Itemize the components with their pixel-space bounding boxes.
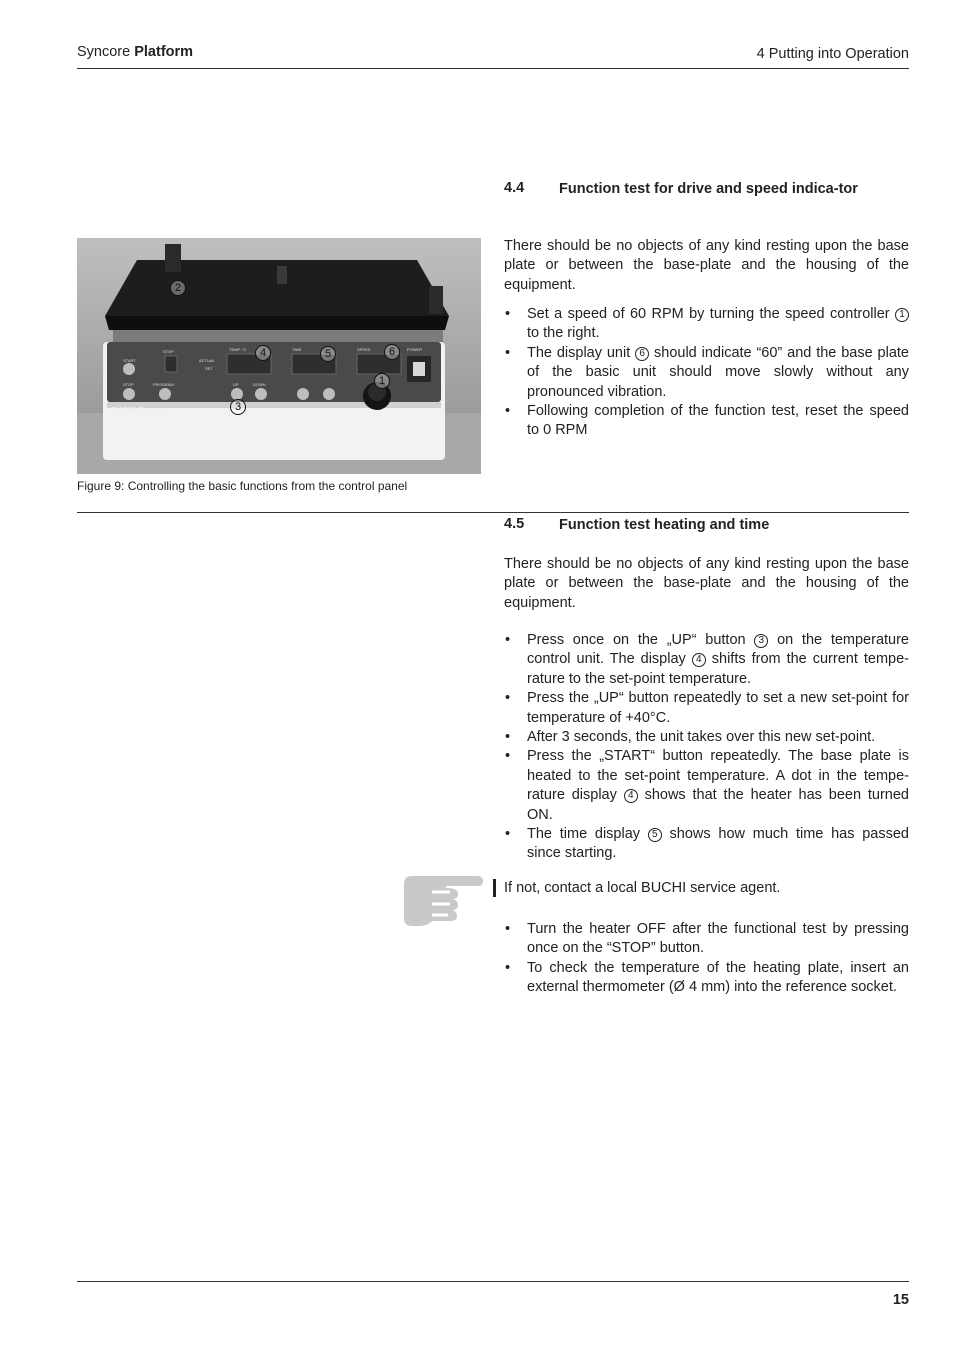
list-item: • The time display 5 shows how much time has passed since starting.: [504, 825, 909, 864]
callout-6: 6: [384, 344, 400, 360]
section-4-5-intro: There should be no objects of any kind resting upon the base plate or between the base-plate and the housing of the equipment.: [504, 556, 909, 611]
panel-label-program: PROGRAM: [153, 382, 174, 387]
footer-rule: [77, 1281, 909, 1282]
figure-caption: Figure 9: Controlling the basic functions from the control panel: [77, 479, 408, 493]
section-4-4-intro: There should be no objects of any kind resting upon the base plate or between the base-plate and the housing of the equipment.: [504, 238, 909, 293]
list-item: • Set a speed of 60 RPM by turning the speed controller 1 to the right.: [504, 305, 909, 344]
list-item: • Press the „START“ button repeatedly. The base plate is heated to the set-point temperature. A dot in the tempe-rature display 4 shows that the heater has been turned ON.: [504, 747, 909, 825]
panel-brand: BÜCHI Syncore: [111, 406, 171, 415]
section-4-5-heading: [504, 516, 909, 535]
callout-marker: 4: [624, 789, 638, 803]
list-item: • Press the „UP“ button repeatedly to set a new set-point for temperature of +40°C.: [504, 689, 909, 728]
list-item: • To check the temperature of the heating plate, insert an external thermometer (Ø 4 mm) into the reference socket.: [504, 959, 909, 998]
product-name: Platform: [134, 44, 194, 60]
panel-label-speed: SPEED: [357, 347, 371, 352]
note-text: If not, contact a local BUCHI service agent.: [504, 880, 781, 896]
page-number: 15: [892, 1292, 909, 1308]
section-number: 4.4: [504, 180, 525, 196]
callout-marker: 5: [648, 828, 662, 842]
callout-marker: 1: [895, 308, 909, 322]
panel-label-start: START: [123, 358, 136, 363]
panel-label-actual: ACTUAL: [199, 358, 215, 363]
control-panel-photo: [77, 238, 481, 474]
panel-label-up: UP: [233, 382, 239, 387]
callout-1: 1: [374, 373, 390, 389]
panel-label-set: SET: [205, 366, 213, 371]
section-4-5-bullets: [504, 631, 909, 864]
callout-marker: 6: [635, 347, 649, 361]
panel-label-temp: TEMP. °C: [229, 347, 247, 352]
callout-4: 4: [255, 345, 271, 361]
callout-2: 2: [170, 280, 186, 296]
list-item: • Turn the heater OFF after the functional test by pressing once on the “STOP” button.: [504, 920, 909, 959]
note-bar: [493, 879, 496, 897]
callout-marker: 4: [692, 653, 706, 667]
callout-5: 5: [320, 346, 336, 362]
section-rule: [77, 512, 909, 513]
section-number: 4.5: [504, 516, 525, 532]
callout-3: 3: [230, 399, 246, 415]
panel-label-time: TIME: [292, 347, 302, 352]
panel-label-down: DOWN: [253, 382, 266, 387]
list-item: • Following completion of the function test, reset the speed to 0 RPM: [504, 402, 909, 441]
section-title: Function test heating and time: [559, 517, 770, 533]
section-title: Function test for drive and speed indica-tor: [559, 181, 858, 197]
header-rule: [77, 68, 909, 69]
device-illustration: [77, 238, 481, 474]
list-item: • After 3 seconds, the unit takes over this new set-point.: [504, 728, 909, 747]
product-prefix: Syncore: [77, 44, 131, 60]
list-item: • Press once on the „UP“ button 3 on the temperature control unit. The display 4 shifts from the current tempe-rature to the set-point temperature.: [504, 631, 909, 689]
running-header-chapter: 4 Putting into Operation: [756, 46, 909, 62]
panel-label-stop: STOP: [123, 382, 134, 387]
pointing-hand-icon: [402, 872, 484, 928]
callout-marker: 3: [754, 634, 768, 648]
running-header-product: [77, 44, 193, 60]
panel-label-stop-top: STOP: [163, 349, 174, 354]
section-4-4-bullets: [504, 305, 909, 441]
section-4-5-bullets-after: [504, 920, 909, 998]
panel-label-power: POWER: [407, 347, 423, 352]
section-4-4-heading: [504, 180, 909, 199]
list-item: • The display unit 6 should indicate “60” and the base plate of the basic unit should move slowly without any pronounced vibration.: [504, 344, 909, 402]
